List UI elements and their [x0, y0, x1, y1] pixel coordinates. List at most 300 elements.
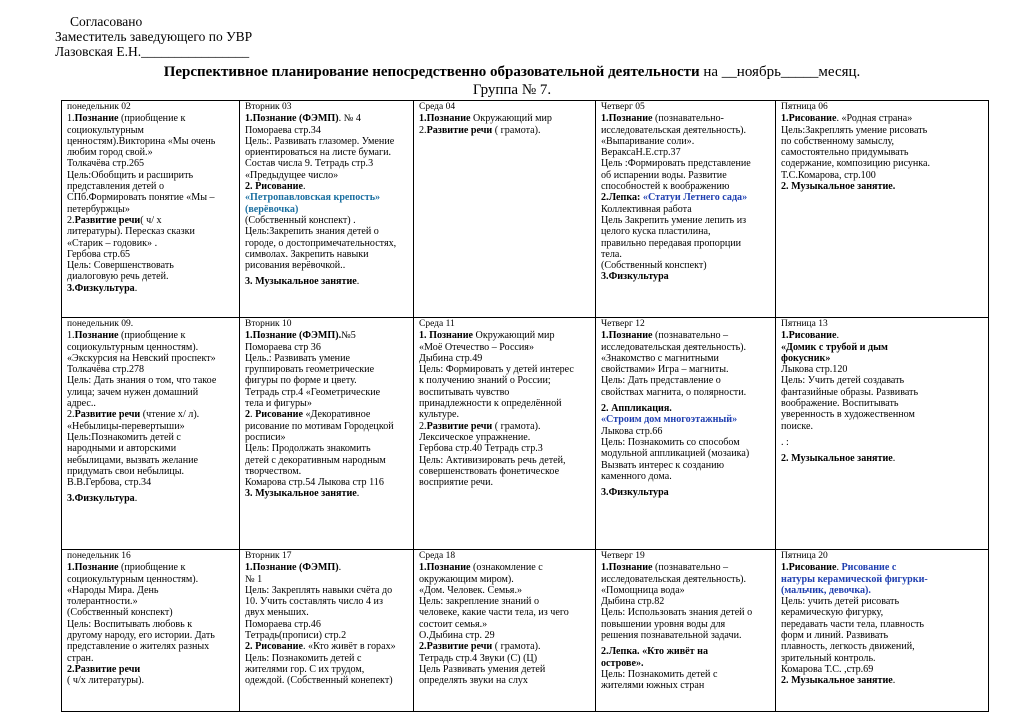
activity-line	[245, 455, 410, 466]
activity-text: «Декоративное	[302, 409, 371, 421]
activity-text: представления детей о	[67, 181, 165, 193]
activity-line	[67, 158, 236, 169]
activity-text: Цель: Познакомить со способом	[601, 436, 740, 448]
activity-text: социокультурным ценностям).	[67, 573, 199, 585]
activity-line	[781, 664, 985, 675]
activity-line	[245, 443, 410, 454]
activity-text: повышении уровня воды для	[601, 618, 726, 630]
activity-line	[601, 215, 772, 226]
activity-line	[601, 226, 772, 237]
activity-line	[781, 364, 985, 375]
activity-text: В.В.Гербова, стр.34	[67, 477, 152, 489]
activity-line	[245, 353, 410, 364]
plan-table	[61, 100, 989, 712]
activity-line	[601, 125, 772, 136]
day-cell	[596, 101, 776, 318]
activity-line	[245, 125, 410, 136]
activity-text: .	[836, 562, 842, 574]
activity-text: ( грамота).	[492, 641, 541, 653]
activity-text: модульной аппликацией (мозаика)	[601, 448, 750, 460]
activity-text: Помораева стр.34	[245, 124, 321, 136]
activity-line	[781, 387, 985, 398]
activity-text: 2.	[67, 409, 75, 421]
activity-text: (познавательно-	[652, 113, 724, 125]
activity-text: исследовательская деятельность).	[601, 341, 747, 353]
activity-text: 2.	[67, 214, 75, 226]
activity-text: представление о жителях разных	[67, 641, 210, 653]
activity-line	[245, 147, 410, 158]
activity-line	[245, 158, 410, 169]
activity-line	[419, 353, 592, 364]
activity-line	[601, 646, 772, 657]
activity-line	[781, 574, 985, 585]
activity-text-blue: (мальчик, девочка).	[781, 584, 871, 596]
activity-text: «Дом. Человек. Семья.»	[419, 584, 523, 596]
activity-text: .	[356, 488, 360, 500]
activity-line	[245, 596, 410, 607]
activity-line	[67, 409, 236, 420]
activity-text: воспитывать чувство	[419, 386, 510, 398]
activity-line	[67, 181, 236, 192]
activity-line	[781, 398, 985, 409]
activity-text: Цель: Активизировать речь детей,	[419, 454, 566, 466]
day-cell	[240, 550, 414, 712]
activity-text: ( грамота).	[492, 420, 541, 432]
activity-text: (приобщение к	[118, 330, 186, 342]
activity-text: Тетрадь стр.4 «Геометрические	[245, 386, 381, 398]
activity-text: (Собственный конспект)	[601, 260, 707, 272]
activity-text: Цель: Дать представление о	[601, 375, 721, 387]
activity-line	[245, 136, 410, 147]
activity-line	[67, 653, 236, 664]
activity-text: городе, о достопримечательностях,	[245, 237, 397, 249]
activity-line	[419, 466, 592, 477]
activity-text: свойствах магнита, о полярности.	[601, 386, 747, 398]
activity-line	[419, 574, 592, 585]
day-header: понедельник 09.	[67, 319, 134, 329]
activity-text: Цель: учить детей рисовать	[781, 596, 900, 608]
document-title	[0, 64, 1024, 81]
activity-line	[601, 136, 772, 147]
activity-text: социокультурным	[67, 124, 144, 136]
activity-line	[245, 585, 410, 596]
activity-text: «Народы Мира. День	[67, 584, 159, 596]
activity-line	[245, 432, 410, 443]
activity-line	[67, 192, 236, 203]
activity-text-blue: Рисование с	[841, 562, 897, 574]
activity-text: зрительный контроль.	[781, 652, 876, 664]
day-header: понедельник 16	[67, 551, 131, 561]
activity-text-b: 2.Лепка:	[601, 192, 643, 204]
activity-text: Окружающий мир	[473, 330, 555, 342]
activity-line	[245, 364, 410, 375]
activity-text: улица; зачем нужен домашний	[67, 386, 199, 398]
activity-text: ( грамота).	[492, 124, 541, 136]
activity-text-b: Рисование	[255, 409, 303, 421]
activity-text: адрес..	[67, 398, 96, 410]
activity-text-blue: «Строим дом многоэтажный»	[601, 414, 738, 426]
day-cell	[776, 318, 989, 550]
activity-text: Состав числа 9. Тетрадь стр.3	[245, 158, 374, 170]
activity-text: свойствами» Игра – магниты.	[601, 364, 729, 376]
activity-text: 1.	[67, 113, 75, 125]
activity-line	[245, 249, 410, 260]
activity-text: диалоговую речь детей.	[67, 271, 169, 283]
activity-line	[245, 330, 410, 341]
activity-line	[67, 574, 236, 585]
activity-text-b: острове».	[601, 657, 644, 669]
activity-line	[781, 437, 985, 448]
activity-text: Цель :Формировать представление	[601, 158, 751, 170]
activity-line	[67, 375, 236, 386]
activity-text-b: 2.Развитие речи	[419, 641, 493, 653]
activity-text: стран.	[67, 652, 94, 664]
activity-text: форм и линий. Развивать	[781, 630, 889, 642]
activity-line	[67, 271, 236, 282]
activity-line	[245, 342, 410, 353]
activity-text: группировать геометрические	[245, 364, 375, 376]
activity-line	[601, 271, 772, 282]
activity-line	[601, 448, 772, 459]
group-title: Группа № 7.	[472, 82, 552, 98]
activity-line	[67, 630, 236, 641]
activity-text: Цель:. Развивать глазомер. Умение	[245, 135, 395, 147]
activity-text-b: 3.Физкультура	[67, 282, 135, 294]
activity-line	[67, 215, 236, 226]
activity-line	[419, 398, 592, 409]
activity-text-b: Познание	[74, 330, 119, 342]
activity-line	[419, 619, 592, 630]
activity-line	[781, 353, 985, 364]
activity-text: Цель:Закреплять умение рисовать	[781, 124, 928, 136]
activity-line	[781, 170, 985, 181]
activity-line	[419, 364, 592, 375]
activity-line	[601, 249, 772, 260]
activity-text: . «Кто живёт в горах»	[302, 641, 396, 653]
activity-line	[245, 675, 410, 686]
activity-line	[67, 249, 236, 260]
activity-text: Цель: Совершенствовать	[67, 260, 174, 272]
activity-text-b: фокусник»	[781, 352, 831, 364]
day-header: Среда 11	[419, 319, 455, 329]
activity-text: плавность, легкость движений,	[781, 641, 915, 653]
activity-line	[245, 630, 410, 641]
activity-text: Комарова стр.54 Лыкова стр 116	[245, 477, 384, 489]
activity-text: совершенствовать фонетическое	[419, 465, 560, 477]
activity-text-teal: «Петропавловская крепость»	[245, 192, 381, 204]
activity-line	[601, 574, 772, 585]
activity-line	[419, 113, 592, 124]
activity-line	[245, 641, 410, 652]
activity-line	[245, 574, 410, 585]
activity-line	[601, 680, 772, 691]
activity-text: «Небылицы-перевертыши»	[67, 420, 185, 432]
activity-line	[419, 443, 592, 454]
activity-line	[245, 664, 410, 675]
activity-line	[781, 181, 985, 192]
approver-position: Заместитель заведующего по УВР	[55, 29, 253, 44]
activity-text: жителями южных стран	[601, 680, 705, 692]
activity-text: детей с декоративным народным	[245, 454, 386, 466]
activity-text: росписи»	[245, 431, 286, 443]
activity-text: Цель: закрепление знаний о	[419, 596, 540, 608]
activity-line	[601, 238, 772, 249]
activity-text: .	[250, 409, 256, 421]
activity-text: рисования верёвочкой..	[245, 260, 346, 272]
activity-text: Гербова стр.65	[67, 248, 131, 260]
activity-text: Цель: Формировать у детей интерес	[419, 364, 574, 376]
activity-text: Комарова Т.С. ,стр.69	[781, 663, 874, 675]
activity-text: .	[892, 675, 896, 687]
activity-line	[245, 375, 410, 386]
approver-name: Лазовская Е.Н.________________	[55, 44, 250, 59]
activity-line	[67, 585, 236, 596]
activity-text: (приобщение к	[118, 562, 186, 574]
activity-line	[419, 342, 592, 353]
activity-text: Цель: Закреплять навыки счёта до	[245, 584, 393, 596]
activity-line	[601, 353, 772, 364]
activity-text: . «Родная страна»	[836, 113, 913, 125]
activity-text: к получению знаний о России;	[419, 375, 551, 387]
activity-line	[419, 641, 592, 652]
activity-line	[419, 409, 592, 420]
activity-text: придумать свои небылицы.	[67, 465, 185, 477]
activity-line	[245, 238, 410, 249]
activity-line	[601, 426, 772, 437]
activity-line	[601, 260, 772, 271]
activity-text-b: 3.Физкультура	[601, 487, 669, 499]
activity-text: окружающим миром).	[419, 573, 514, 585]
title-month: на __ноябрь_____месяц.	[703, 64, 861, 80]
activity-text: (приобщение к	[118, 113, 186, 125]
activity-text: «Предыдущее число»	[245, 169, 339, 181]
activity-text: Помораева стр.46	[245, 618, 321, 630]
activity-text: .	[356, 276, 360, 288]
activity-line	[245, 113, 410, 124]
activity-line	[67, 455, 236, 466]
activity-line	[601, 204, 772, 215]
activity-text: фантазийные образы. Развивать	[781, 386, 919, 398]
activity-text: Коллективная работа	[601, 203, 692, 215]
activity-text: Цель:Обобщить и расширить	[67, 169, 194, 181]
activity-text: 10. Учить составлять число 4 из	[245, 596, 383, 608]
activity-line	[67, 432, 236, 443]
activity-line	[601, 607, 772, 618]
activity-line	[419, 675, 592, 686]
activity-line	[601, 487, 772, 498]
activity-text-b: 1.Познание	[601, 562, 653, 574]
activity-line	[601, 562, 772, 573]
activity-line	[67, 170, 236, 181]
day-cell	[62, 101, 240, 318]
activity-line	[419, 375, 592, 386]
activity-line	[67, 664, 236, 675]
activity-text: керамическую фигурку,	[781, 607, 884, 619]
activity-line	[781, 125, 985, 136]
activity-text: .	[892, 453, 896, 465]
activity-line	[245, 477, 410, 488]
activity-text: символах. Закрепить навыки	[245, 248, 369, 260]
activity-line	[419, 607, 592, 618]
activity-text: содержание, композицию рисунка.	[781, 158, 931, 170]
activity-line	[245, 276, 410, 287]
activity-text: другому народу, его истории. Дать	[67, 630, 215, 642]
activity-text: ( ч/ х	[140, 214, 162, 226]
activity-text: Тетрадь(прописи) стр.2	[245, 630, 347, 642]
activity-line	[419, 630, 592, 641]
activity-text: №5	[341, 330, 356, 342]
activity-text: тела.	[601, 248, 622, 260]
activity-line	[67, 125, 236, 136]
activity-text: «Помощница вода»	[601, 584, 685, 596]
activity-line	[419, 653, 592, 664]
activity-text-b: 1.Познание (ФЭМП)	[245, 113, 339, 125]
activity-text: двух меньших.	[245, 607, 309, 619]
activity-text: Цель:Закрепить знания детей о	[245, 226, 379, 238]
activity-line	[245, 181, 410, 192]
activity-text: (познавательно –	[652, 562, 729, 574]
activity-text: социокультурным ценностям).	[67, 341, 199, 353]
activity-line	[67, 226, 236, 237]
activity-text: Цель: Учить детей создавать	[781, 375, 905, 387]
activity-text: решения познавательной задачи.	[601, 630, 742, 642]
day-header: Среда 04	[419, 102, 456, 112]
activity-text: (ознакомление с	[470, 562, 543, 574]
activity-line	[781, 375, 985, 386]
activity-line	[67, 466, 236, 477]
week-row	[62, 318, 989, 550]
activity-line	[601, 630, 772, 641]
activity-line	[781, 113, 985, 124]
activity-line	[245, 607, 410, 618]
day-header: Вторник 17	[245, 551, 292, 561]
day-cell	[776, 550, 989, 712]
activity-line	[601, 658, 772, 669]
activity-line	[601, 375, 772, 386]
activity-line	[67, 204, 236, 215]
activity-line	[67, 113, 236, 124]
day-cell	[240, 318, 414, 550]
activity-line	[67, 283, 236, 294]
activity-line	[781, 342, 985, 353]
activity-text: ( ч/х литературы).	[67, 675, 144, 687]
activity-text: определять звуки на слух	[419, 675, 528, 687]
day-header: Пятница 20	[781, 551, 828, 561]
activity-text-blue: натуры керамической фигурки-	[781, 573, 928, 585]
activity-line	[245, 421, 410, 432]
activity-line	[781, 136, 985, 147]
activity-text: Т.С.Комарова, стр.100	[781, 169, 876, 181]
activity-text: исследовательская деятельность).	[601, 124, 747, 136]
activity-line	[601, 387, 772, 398]
activity-line	[67, 596, 236, 607]
activity-line	[67, 364, 236, 375]
day-header: Среда 18	[419, 551, 456, 561]
activity-text: Цель: Использовать знания детей о	[601, 607, 753, 619]
activity-line	[601, 437, 772, 448]
activity-line	[781, 630, 985, 641]
activity-text: одеждой. (Собственный конепект)	[245, 675, 393, 687]
activity-text: Цель Закрепить умение лепить из	[601, 214, 747, 226]
activity-text-b: 2	[245, 409, 251, 421]
activity-line	[245, 226, 410, 237]
activity-text-b: Познание	[74, 113, 119, 125]
activity-text: способностей к воображению	[601, 181, 730, 193]
activity-text-b: 3.Физкультура	[601, 271, 669, 283]
activity-text: (Собственный конспект) .	[245, 214, 356, 226]
activity-text: .	[836, 330, 839, 342]
activity-text: литературы). Пересказ сказки	[67, 226, 195, 238]
activity-text: «Старик – годовик» .	[67, 237, 158, 249]
activity-text: Цель.: Развивать умение	[245, 352, 350, 364]
activity-text: Толкачёва стр.278	[67, 364, 145, 376]
activity-text: 2.	[419, 420, 427, 432]
activity-text-b: Развитие речи	[426, 124, 493, 136]
day-cell	[414, 550, 596, 712]
activity-text: уверенность в художественном	[781, 409, 915, 421]
activity-text-b: Развитие речи	[74, 409, 141, 421]
activity-line	[781, 147, 985, 158]
activity-text: народными и авторскими	[67, 443, 177, 455]
activity-text-b: 1.Познание	[601, 113, 653, 125]
activity-line	[601, 364, 772, 375]
day-header: Вторник 03	[245, 102, 292, 112]
activity-text-b: 1.Рисование	[781, 330, 837, 342]
activity-text-b: 1.Познание	[601, 330, 653, 342]
activity-line	[245, 387, 410, 398]
activity-text-b: 1. Познание	[419, 330, 474, 342]
activity-text: творчеством.	[245, 465, 302, 477]
activity-text: целого куска пластилина,	[601, 226, 711, 238]
activity-text: (чтение х/ л).	[140, 409, 200, 421]
activity-text-b: 1.Познание	[67, 562, 119, 574]
activity-text: правильно передавая пропорции	[601, 237, 742, 249]
approval-label: Согласовано	[70, 14, 143, 29]
activity-text: толерантности.»	[67, 596, 138, 608]
activity-line	[781, 585, 985, 596]
activity-line	[601, 192, 772, 203]
activity-line	[67, 477, 236, 488]
activity-text: состоит семья.»	[419, 618, 488, 630]
activity-line	[67, 136, 236, 147]
week-row	[62, 101, 989, 318]
activity-text: об испарении воды. Развитие	[601, 169, 727, 181]
activity-text-b: 1.Познание (ФЭМП)	[245, 562, 339, 574]
activity-line	[781, 158, 985, 169]
activity-line	[419, 330, 592, 341]
activity-text: воображение. Воспитывать	[781, 398, 899, 410]
activity-text: передавать части тела, плавность	[781, 618, 924, 630]
activity-line	[67, 353, 236, 364]
activity-line	[781, 330, 985, 341]
activity-text: каменного дома.	[601, 470, 672, 482]
activity-text: фигуры по форме и цвету.	[245, 375, 357, 387]
activity-line	[67, 147, 236, 158]
activity-text: .	[134, 282, 138, 294]
activity-text: . :	[781, 436, 789, 448]
activity-line	[67, 675, 236, 686]
activity-line	[419, 432, 592, 443]
activity-text: исследовательская деятельность).	[601, 573, 747, 585]
activity-text: .	[302, 181, 306, 193]
activity-line	[67, 398, 236, 409]
activity-text: .	[338, 562, 342, 574]
day-cell	[62, 550, 240, 712]
activity-line	[419, 477, 592, 488]
activity-text: Лексическое упражнение.	[419, 431, 531, 443]
activity-text-b: 1.Познание	[419, 562, 471, 574]
activity-text: жителями гор. С их трудом,	[245, 663, 365, 675]
